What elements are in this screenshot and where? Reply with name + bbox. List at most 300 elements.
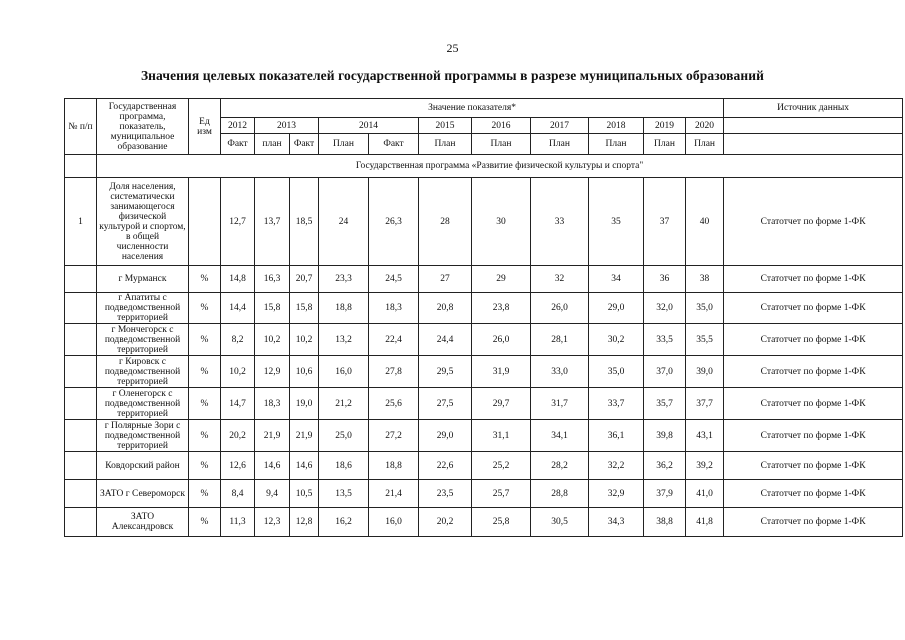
row-unit: % xyxy=(189,356,221,388)
value-cell xyxy=(589,356,644,388)
row-unit: % xyxy=(189,480,221,508)
value-text: 23,3 xyxy=(335,274,352,284)
header-kind: План xyxy=(644,134,686,155)
header-year: 2020 xyxy=(686,118,724,134)
row-num: 1 xyxy=(65,178,97,266)
value-cell xyxy=(290,508,319,537)
value-cell xyxy=(686,480,724,508)
value-text: 22,4 xyxy=(385,334,402,345)
page-number: 25 xyxy=(446,41,459,55)
value-text: 43,1 xyxy=(696,430,713,441)
value-text: 27,2 xyxy=(385,430,402,441)
value-text: 24,4 xyxy=(436,334,454,345)
value-text: 31,1 xyxy=(492,430,510,441)
value-cell xyxy=(319,508,369,537)
value-text: 12,3 xyxy=(263,517,281,527)
value-cell xyxy=(290,420,319,452)
value-cell xyxy=(589,420,644,452)
program-row-num xyxy=(65,155,97,178)
value-text: 30,5 xyxy=(551,517,568,527)
value-text: 21,4 xyxy=(385,488,402,499)
value-cell xyxy=(686,293,724,324)
table-row xyxy=(65,356,903,388)
value-cell xyxy=(686,388,724,420)
value-cell xyxy=(644,480,686,508)
value-cell xyxy=(531,480,589,508)
value-cell xyxy=(221,420,255,452)
header-kind: План xyxy=(686,134,724,155)
value-text: 33,0 xyxy=(551,366,568,377)
value-text: 26,3 xyxy=(385,216,402,227)
value-cell xyxy=(255,452,290,480)
value-text: 9,4 xyxy=(266,488,278,499)
value-cell xyxy=(419,293,472,324)
header-year: 2019 xyxy=(644,118,686,134)
table-row xyxy=(65,293,903,324)
value-text: 14,6 xyxy=(295,460,313,471)
value-text: 16,2 xyxy=(335,517,352,527)
header-year: 2012 xyxy=(221,118,255,134)
value-cell xyxy=(531,508,589,537)
value-text: 36 xyxy=(659,274,670,284)
value-cell xyxy=(221,388,255,420)
value-cell xyxy=(255,266,290,293)
value-cell xyxy=(686,324,724,356)
table-row xyxy=(65,266,903,293)
header-kind: План xyxy=(319,134,369,155)
value-cell xyxy=(686,178,724,266)
value-text: 18,3 xyxy=(385,303,402,313)
table-row xyxy=(65,508,903,537)
value-text: 15,8 xyxy=(295,303,313,313)
header-source: Источник данных xyxy=(724,99,903,118)
header-year: 2015 xyxy=(419,118,472,134)
value-text: 25,2 xyxy=(492,460,510,471)
value-text: 29,0 xyxy=(607,303,625,313)
value-text: 36,1 xyxy=(607,430,625,441)
value-cell xyxy=(319,178,369,266)
value-text: 14,4 xyxy=(229,303,246,313)
value-cell xyxy=(319,452,369,480)
value-text: 18,6 xyxy=(335,460,352,471)
header-year: 2018 xyxy=(589,118,644,134)
value-text: 12,9 xyxy=(263,366,281,377)
value-text: 28,1 xyxy=(551,334,568,345)
value-text: 37 xyxy=(659,216,670,227)
row-num xyxy=(65,452,97,480)
header-value: Значение показателя* xyxy=(221,99,724,118)
row-source: Статотчет по форме 1-ФК xyxy=(724,452,903,480)
value-cell xyxy=(319,266,369,293)
value-cell xyxy=(644,452,686,480)
value-text: 35 xyxy=(611,216,621,227)
value-text: 26,0 xyxy=(492,334,510,345)
value-cell xyxy=(419,480,472,508)
row-unit: % xyxy=(189,388,221,420)
program-row-title: Государственная программа «Развитие физической культуры и спорта" xyxy=(97,155,903,178)
value-text: 29,5 xyxy=(436,366,454,377)
value-text: 35,7 xyxy=(656,398,673,409)
value-cell xyxy=(319,420,369,452)
row-name: г Мончегорск с подведомственной территорией xyxy=(97,324,189,356)
value-text: 18,8 xyxy=(335,303,352,313)
value-cell xyxy=(531,388,589,420)
row-name: г Мурманск xyxy=(97,266,189,293)
value-cell xyxy=(472,388,531,420)
value-text: 32,0 xyxy=(656,303,673,313)
value-cell xyxy=(589,388,644,420)
value-cell xyxy=(255,178,290,266)
row-num xyxy=(65,508,97,537)
value-text: 35,5 xyxy=(696,334,713,345)
header-kind: План xyxy=(589,134,644,155)
value-text: 12,7 xyxy=(229,216,246,227)
header-year: 2017 xyxy=(531,118,589,134)
header-kind: План xyxy=(419,134,472,155)
value-cell xyxy=(686,508,724,537)
value-cell xyxy=(472,324,531,356)
value-cell xyxy=(644,388,686,420)
value-cell xyxy=(290,388,319,420)
value-cell xyxy=(255,480,290,508)
value-cell xyxy=(290,480,319,508)
value-text: 27 xyxy=(440,274,450,284)
value-cell xyxy=(319,356,369,388)
row-unit: % xyxy=(189,508,221,537)
value-cell xyxy=(221,452,255,480)
value-cell xyxy=(472,508,531,537)
row-num xyxy=(65,420,97,452)
value-cell xyxy=(589,480,644,508)
value-cell xyxy=(255,356,290,388)
row-source: Статотчет по форме 1-ФК xyxy=(724,356,903,388)
value-text: 33 xyxy=(554,216,565,227)
value-cell xyxy=(369,452,419,480)
value-cell xyxy=(319,388,369,420)
value-cell xyxy=(369,293,419,324)
value-cell xyxy=(221,293,255,324)
value-text: 23,5 xyxy=(436,488,454,499)
row-unit: % xyxy=(189,452,221,480)
value-cell xyxy=(419,178,472,266)
value-text: 20,8 xyxy=(436,303,454,313)
value-text: 28 xyxy=(440,216,450,227)
row-source: Статотчет по форме 1-ФК xyxy=(724,420,903,452)
value-cell xyxy=(255,420,290,452)
value-cell xyxy=(419,388,472,420)
value-cell xyxy=(369,266,419,293)
value-text: 32,2 xyxy=(607,460,625,471)
value-cell xyxy=(290,266,319,293)
value-text: 11,3 xyxy=(229,517,246,527)
table-row xyxy=(65,452,903,480)
value-cell xyxy=(531,356,589,388)
row-num xyxy=(65,480,97,508)
value-text: 32 xyxy=(554,274,565,284)
value-cell xyxy=(221,356,255,388)
row-unit: % xyxy=(189,420,221,452)
row-source: Статотчет по форме 1-ФК xyxy=(724,178,903,266)
row-source: Статотчет по форме 1-ФК xyxy=(724,388,903,420)
value-text: 25,8 xyxy=(492,517,510,527)
value-text: 41,8 xyxy=(696,517,713,527)
row-name: г Оленегорск с подведомственной территорией xyxy=(97,388,189,420)
value-text: 28,2 xyxy=(551,460,568,471)
value-cell xyxy=(472,356,531,388)
value-text: 33,5 xyxy=(656,334,673,345)
value-text: 30 xyxy=(496,216,506,227)
value-cell xyxy=(589,178,644,266)
header-year: 2013 xyxy=(255,118,319,134)
value-text: 10,2 xyxy=(229,366,246,377)
header-program: Государственная программа, показатель, муниципальное образование xyxy=(97,99,189,155)
value-cell xyxy=(369,178,419,266)
value-text: 24,5 xyxy=(385,274,402,284)
row-name: г Кировск с подведомственной территорией xyxy=(97,356,189,388)
value-cell xyxy=(221,178,255,266)
value-cell xyxy=(644,324,686,356)
value-cell xyxy=(319,324,369,356)
value-text: 10,2 xyxy=(263,334,281,345)
value-cell xyxy=(589,452,644,480)
value-text: 36,2 xyxy=(656,460,673,471)
value-text: 27,8 xyxy=(385,366,402,377)
value-text: 21,9 xyxy=(295,430,313,441)
table-row xyxy=(65,420,903,452)
value-cell xyxy=(319,293,369,324)
header-empty xyxy=(724,134,903,155)
header-empty xyxy=(724,118,903,134)
value-text: 24 xyxy=(338,216,349,227)
value-cell xyxy=(589,508,644,537)
value-text: 13,5 xyxy=(335,488,352,499)
value-cell xyxy=(589,324,644,356)
header-kind: План xyxy=(472,134,531,155)
value-text: 20,2 xyxy=(436,517,454,527)
value-cell xyxy=(589,266,644,293)
value-text: 33,7 xyxy=(607,398,625,409)
value-text: 12,8 xyxy=(295,517,313,527)
row-num xyxy=(65,356,97,388)
value-cell xyxy=(644,178,686,266)
value-text: 35,0 xyxy=(607,366,625,377)
value-text: 32,9 xyxy=(607,488,625,499)
header-kind: план xyxy=(255,134,290,155)
value-text: 26,0 xyxy=(551,303,568,313)
header-num: № п/п xyxy=(65,99,97,155)
value-cell xyxy=(221,324,255,356)
header-year: 2016 xyxy=(472,118,531,134)
header-kind: Факт xyxy=(290,134,319,155)
value-text: 31,9 xyxy=(492,366,510,377)
value-cell xyxy=(644,508,686,537)
value-text: 18,5 xyxy=(295,216,313,227)
value-cell xyxy=(290,178,319,266)
value-text: 25,7 xyxy=(492,488,510,499)
value-text: 35,0 xyxy=(696,303,713,313)
value-cell xyxy=(369,420,419,452)
row-unit: % xyxy=(189,324,221,356)
row-source: Статотчет по форме 1-ФК xyxy=(724,266,903,293)
value-cell xyxy=(255,508,290,537)
value-cell xyxy=(369,388,419,420)
table-row xyxy=(65,178,903,266)
row-name: г Апатиты с подведомственной территорией xyxy=(97,293,189,324)
value-cell xyxy=(419,420,472,452)
value-cell xyxy=(419,266,472,293)
value-cell xyxy=(369,508,419,537)
header-kind: Факт xyxy=(369,134,419,155)
value-cell xyxy=(255,324,290,356)
row-name: ЗАТО г Североморск xyxy=(97,480,189,508)
row-name: ЗАТО Александровск xyxy=(97,508,189,537)
value-text: 37,0 xyxy=(656,366,673,377)
value-cell xyxy=(686,452,724,480)
value-text: 13,7 xyxy=(263,216,281,227)
value-text: 16,3 xyxy=(263,274,281,284)
value-cell xyxy=(419,508,472,537)
value-cell xyxy=(290,452,319,480)
row-source: Статотчет по форме 1-ФК xyxy=(724,324,903,356)
value-cell xyxy=(369,356,419,388)
value-cell xyxy=(686,356,724,388)
value-cell xyxy=(255,388,290,420)
value-text: 38 xyxy=(699,274,710,284)
value-cell xyxy=(221,480,255,508)
value-text: 23,8 xyxy=(492,303,510,313)
row-source: Статотчет по форме 1-ФК xyxy=(724,508,903,537)
value-cell xyxy=(290,356,319,388)
value-text: 37,7 xyxy=(696,398,713,409)
value-text: 34,1 xyxy=(551,430,568,441)
value-cell xyxy=(531,324,589,356)
value-text: 25,0 xyxy=(335,430,352,441)
indicators-table xyxy=(64,98,903,537)
value-cell xyxy=(419,324,472,356)
row-name: Доля населения, систематически занимающегося физической культурой и спортом, в общей численности населения xyxy=(97,178,189,266)
value-text: 18,3 xyxy=(263,398,281,409)
value-cell xyxy=(319,480,369,508)
value-cell xyxy=(290,324,319,356)
value-cell xyxy=(472,178,531,266)
value-cell xyxy=(472,480,531,508)
value-cell xyxy=(221,508,255,537)
value-text: 37,9 xyxy=(656,488,673,499)
value-text: 19,0 xyxy=(295,398,313,409)
value-cell xyxy=(644,266,686,293)
value-text: 10,2 xyxy=(295,334,313,345)
row-num xyxy=(65,324,97,356)
row-num xyxy=(65,388,97,420)
table-row xyxy=(65,480,903,508)
row-num xyxy=(65,293,97,324)
value-cell xyxy=(472,266,531,293)
row-source: Статотчет по форме 1-ФК xyxy=(724,293,903,324)
header-kind: План xyxy=(531,134,589,155)
value-text: 31,7 xyxy=(551,398,568,409)
value-text: 13,2 xyxy=(335,334,352,345)
value-cell xyxy=(472,293,531,324)
value-cell xyxy=(255,293,290,324)
value-text: 20,2 xyxy=(229,430,246,441)
value-cell xyxy=(589,293,644,324)
row-num xyxy=(65,266,97,293)
value-cell xyxy=(644,356,686,388)
value-text: 8,4 xyxy=(231,488,244,499)
row-unit: % xyxy=(189,293,221,324)
page-title: Значения целевых показателей государственной программы в разрезе муниципальных образований xyxy=(140,68,765,83)
value-cell xyxy=(369,324,419,356)
value-text: 25,6 xyxy=(385,398,402,409)
value-text: 34,3 xyxy=(607,517,625,527)
value-text: 29,7 xyxy=(492,398,510,409)
header-kind: Факт xyxy=(221,134,255,155)
table-row xyxy=(65,388,903,420)
value-text: 40 xyxy=(699,216,710,227)
value-text: 29,0 xyxy=(436,430,454,441)
value-text: 18,8 xyxy=(385,460,402,471)
value-text: 34 xyxy=(611,274,621,284)
row-unit: % xyxy=(189,266,221,293)
value-cell xyxy=(644,293,686,324)
value-text: 20,7 xyxy=(295,274,313,284)
value-cell xyxy=(686,420,724,452)
value-text: 10,6 xyxy=(295,366,313,377)
value-cell xyxy=(531,452,589,480)
value-text: 8,2 xyxy=(231,334,244,345)
value-cell xyxy=(290,293,319,324)
table-row xyxy=(65,324,903,356)
value-cell xyxy=(531,266,589,293)
value-text: 21,9 xyxy=(263,430,281,441)
value-text: 22,6 xyxy=(436,460,454,471)
value-cell xyxy=(531,178,589,266)
value-text: 28,8 xyxy=(551,488,568,499)
header-unit: Ед изм xyxy=(189,99,221,155)
value-text: 39,0 xyxy=(696,366,713,377)
row-name: г Полярные Зори с подведомственной территорией xyxy=(97,420,189,452)
value-text: 21,2 xyxy=(335,398,352,409)
value-text: 41,0 xyxy=(696,488,713,499)
row-name: Ковдорский район xyxy=(97,452,189,480)
value-text: 29 xyxy=(496,274,506,284)
value-cell xyxy=(644,420,686,452)
value-text: 15,8 xyxy=(263,303,281,313)
value-text: 27,5 xyxy=(436,398,454,409)
value-cell xyxy=(369,480,419,508)
value-cell xyxy=(472,452,531,480)
row-source: Статотчет по форме 1-ФК xyxy=(724,480,903,508)
value-cell xyxy=(686,266,724,293)
value-text: 14,8 xyxy=(229,274,246,284)
value-text: 38,8 xyxy=(656,517,673,527)
value-text: 14,6 xyxy=(263,460,281,471)
value-cell xyxy=(531,420,589,452)
value-text: 16,0 xyxy=(385,517,402,527)
value-text: 10,5 xyxy=(295,488,313,499)
value-text: 39,2 xyxy=(696,460,713,471)
value-text: 14,7 xyxy=(229,398,246,409)
value-cell xyxy=(531,293,589,324)
value-cell xyxy=(419,452,472,480)
value-text: 16,0 xyxy=(335,366,352,377)
value-cell xyxy=(472,420,531,452)
value-text: 12,6 xyxy=(229,460,246,471)
value-text: 30,2 xyxy=(607,334,625,345)
value-cell xyxy=(419,356,472,388)
row-unit xyxy=(189,178,221,266)
value-text: 39,8 xyxy=(656,430,673,441)
